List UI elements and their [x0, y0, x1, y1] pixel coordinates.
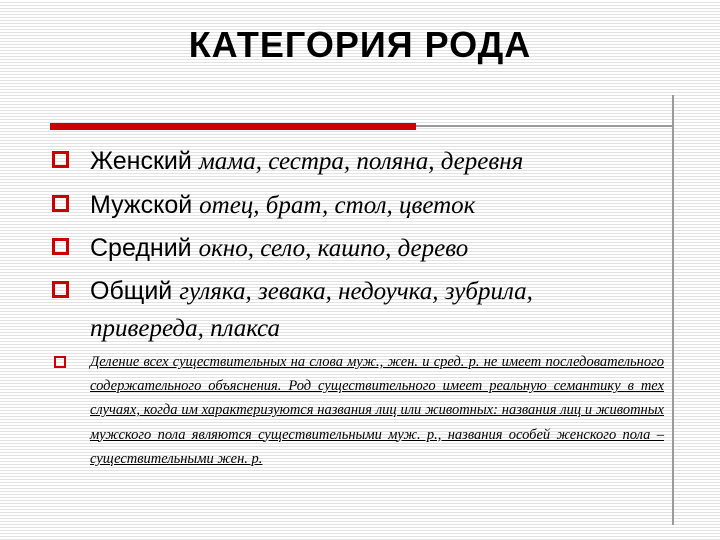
- gender-examples: гуляка, зевака, недоучка, зубрила,: [179, 278, 533, 305]
- page-title: КАТЕГОРИЯ РОДА: [188, 24, 532, 65]
- square-bullet-icon: [52, 281, 69, 298]
- gender-examples: мама, сестра, поляна, деревня: [198, 148, 524, 175]
- title-underline-accent: [50, 123, 416, 130]
- list-item: [90, 276, 533, 307]
- gender-label: Женский: [90, 147, 192, 175]
- square-bullet-icon: [52, 151, 69, 168]
- list-item: [90, 146, 523, 177]
- gender-examples: окно, село, кашпо, дерево: [198, 235, 469, 262]
- gender-label: Средний: [90, 234, 192, 262]
- examples-continuation: привереда, плакса: [90, 315, 280, 342]
- square-bullet-icon: [52, 195, 69, 212]
- square-bullet-icon: [52, 238, 69, 255]
- gender-label: Общий: [90, 277, 173, 305]
- title-underline-line: [416, 125, 672, 127]
- note-paragraph: Деление всех существительных на слова муж., жен. и сред. р. не имеет последовательного содержательного объяснения. Род существительного имеет реальную семантику в тех случаях, когда им характеризуются названия лиц или животных: названия лиц и животных мужского пола являются существительными муж. р., названия особей женского пола – существительными жен. р.: [90, 354, 664, 467]
- gender-label: Мужской: [90, 191, 193, 219]
- gender-examples: отец, брат, стол, цветок: [199, 192, 476, 219]
- list-item: [90, 190, 475, 221]
- vertical-rule: [672, 95, 674, 525]
- list-item: [90, 233, 468, 264]
- square-bullet-icon: [54, 356, 66, 368]
